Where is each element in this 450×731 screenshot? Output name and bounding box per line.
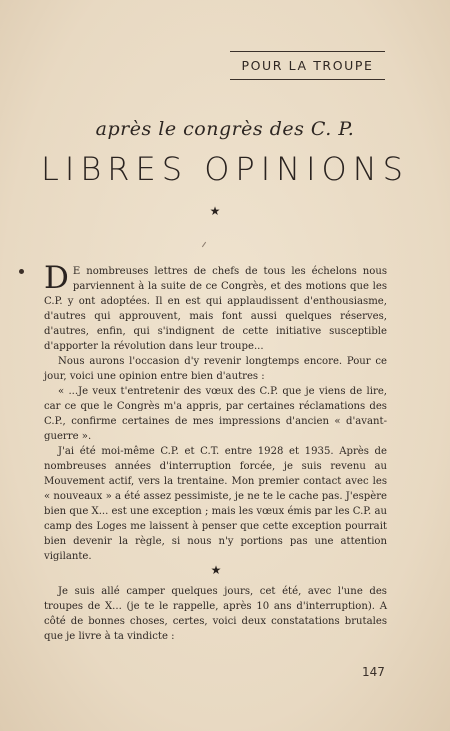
paragraph-1-text: E nombreuses lettres de chefs de tous les échelons nous parviennent à la suite de ce Congrès, et des motions que les C.P. y ont adoptées. Il en est qui applaudissent d'enthousiasme, d'autres qui approuvent, mais font aussi quelques réserves, d'autres, enfin, qui s'indignent de cette initiative susceptible d'apporter la révolution dans leur troupe... bbox=[44, 266, 387, 352]
drop-cap: D bbox=[44, 260, 69, 296]
article-body-block-2 bbox=[44, 584, 387, 644]
article-body-block-1 bbox=[44, 260, 387, 564]
margin-dot bbox=[19, 269, 24, 274]
section-header: POUR LA TROUPE bbox=[230, 51, 385, 80]
paragraph-5: Je suis allé camper quelques jours, cet été, avec l'une des troupes de X... (je te le rappelle, après 10 ans d'interruption). A côté de bonnes choses, certes, voici deux constatations brutales que je livre à ta vindicte : bbox=[44, 586, 387, 642]
paragraph-4: J'ai été moi-même C.P. et C.T. entre 1928 et 1935. Après de nombreuses années d'interruption forcée, je suis revenu au Mouvement actif, vers la trentaine. Mon premier contact avec les « nouveaux » a été assez pessimiste, je ne te le cache pas. J'espère bien que X... est une exception ; mais les vœux émis par les C.P. au camp des Loges me laissent à penser que cette exception pourrait bien devenir la règle, si nous n'y portions pas une attention vigilante. bbox=[44, 446, 387, 562]
ink-mark bbox=[202, 242, 206, 247]
paragraph-3-quote: « ...Je veux t'entretenir des vœux des C.P. que je viens de lire, car ce que le Congrès m'a appris, par certaines réclamations des C.P., confirme certaines de mes impressions d'ancien « d'avant-guerre ». bbox=[44, 386, 387, 442]
separator-star-icon: ★ bbox=[210, 563, 222, 577]
article-subtitle: après le congrès des C. P. bbox=[95, 118, 355, 140]
article-title: LIBRES OPINIONS bbox=[41, 150, 409, 188]
page-number: 147 bbox=[362, 665, 385, 679]
separator-star-icon: ★ bbox=[209, 204, 221, 218]
paragraph-2: Nous aurons l'occasion d'y revenir longtemps encore. Pour ce jour, voici une opinion entre bien d'autres : bbox=[44, 356, 387, 382]
paragraph-1 bbox=[44, 260, 387, 354]
